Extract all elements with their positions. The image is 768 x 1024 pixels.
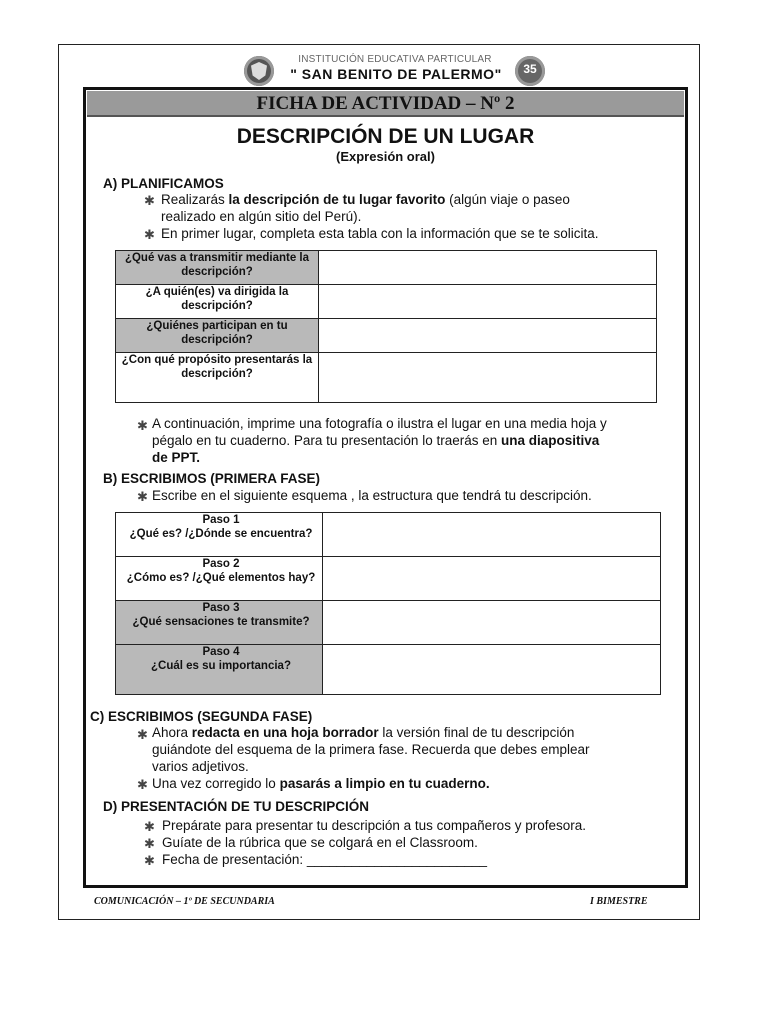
step-label: Paso 1: [202, 514, 240, 526]
section-d-bullet-2: Guíate de la rúbrica que se colgará en el Classroom.: [162, 835, 478, 850]
answer-cell[interactable]: [319, 319, 657, 353]
bullet-icon: ✱: [137, 777, 148, 792]
section-a-bullet-1-line2: realizado en algún sitio del Perú).: [161, 209, 362, 224]
step-question: ¿Cómo es? /¿Qué elementos hay?: [126, 572, 316, 584]
answer-cell[interactable]: [319, 251, 657, 285]
bullet-icon: ✱: [137, 489, 148, 504]
answer-cell[interactable]: [323, 645, 661, 695]
table-row: [116, 285, 657, 319]
bullet-icon: ✱: [144, 193, 155, 208]
section-b-heading: B) ESCRIBIMOS (PRIMERA FASE): [103, 471, 321, 486]
section-a-heading: A) PLANIFICAMOS: [103, 176, 224, 191]
planning-table: [115, 250, 657, 403]
section-a-bullet-2: En primer lugar, completa esta tabla con la información que se te solicita.: [161, 226, 599, 241]
section-c-bullet-1: Ahora redacta en una hoja borrador la versión final de tu descripción: [152, 725, 575, 740]
footer-course: COMUNICACIÓN – 1º DE SECUNDARIA: [94, 896, 275, 907]
institution-type: INSTITUCIÓN EDUCATIVA PARTICULAR: [298, 54, 492, 65]
section-d-bullet-1: Prepárate para presentar tu descripción a tus compañeros y profesora.: [162, 818, 586, 833]
bullet-icon: ✱: [137, 727, 148, 742]
bullet-icon: ✱: [144, 227, 155, 242]
section-a-bullet-3-line2: pégalo en tu cuaderno. Para tu presentación lo traerás en una diapositiva: [152, 433, 600, 448]
table-row: [116, 251, 657, 285]
bullet-icon: ✱: [144, 819, 155, 834]
planning-question: ¿Qué vas a transmitir mediante la descripción?: [116, 251, 319, 285]
section-d-heading: D) PRESENTACIÓN DE TU DESCRIPCIÓN: [103, 799, 370, 814]
step-label: Paso 4: [202, 646, 240, 658]
step-question: ¿Cuál es su importancia?: [151, 660, 291, 672]
table-row: [116, 601, 661, 645]
institution-name: " SAN BENITO DE PALERMO": [290, 66, 502, 82]
section-b-bullet-1: Escribe en el siguiente esquema , la estructura que tendrá tu descripción.: [152, 488, 592, 503]
planning-question: ¿Con qué propósito presentarás la descripción?: [116, 353, 319, 403]
sub-title: (Expresión oral): [336, 149, 435, 164]
step-cell: [116, 645, 323, 695]
section-c-heading: C) ESCRIBIMOS (SEGUNDA FASE): [90, 709, 313, 724]
step-question: ¿Qué sensaciones te transmite?: [132, 616, 310, 628]
table-row: [116, 645, 661, 695]
table-row: [116, 319, 657, 353]
step-question: ¿Qué es? /¿Dónde se encuentra?: [129, 528, 313, 540]
table-row: [116, 353, 657, 403]
table-row: [116, 513, 661, 557]
table-row: [116, 557, 661, 601]
planning-question: ¿Quiénes participan en tu descripción?: [116, 319, 319, 353]
main-title: DESCRIPCIÓN DE UN LUGAR: [236, 125, 535, 148]
section-a-bullet-3-line1: A continuación, imprime una fotografía o ilustra el lugar en una media hoja y: [152, 416, 607, 431]
section-c-bullet-1-line3: varios adjetivos.: [152, 759, 249, 774]
step-cell: [116, 557, 323, 601]
answer-cell[interactable]: [319, 353, 657, 403]
bullet-icon: ✱: [144, 853, 155, 868]
bullet-icon: ✱: [144, 836, 155, 851]
section-c-bullet-1-line2: guiándote del esquema de la primera fase. Recuerda que debes emplear: [152, 742, 590, 757]
anniversary-number: 35: [523, 62, 537, 76]
step-label: Paso 3: [202, 602, 240, 614]
bullet-icon: ✱: [137, 418, 148, 433]
section-c-bullet-2: Una vez corregido lo pasarás a limpio en tu cuaderno.: [152, 776, 490, 791]
answer-cell[interactable]: [319, 285, 657, 319]
answer-cell[interactable]: [323, 557, 661, 601]
section-d-bullet-3: Fecha de presentación: ________________________: [162, 852, 488, 867]
section-a-bullet-3-line3: de PPT.: [152, 450, 201, 465]
step-cell: [116, 601, 323, 645]
structure-table: [115, 512, 661, 695]
step-label: Paso 2: [202, 558, 240, 570]
step-cell: [116, 513, 323, 557]
worksheet-title-bar: [87, 91, 684, 117]
footer-term: I BIMESTRE: [590, 896, 648, 907]
planning-question: ¿A quién(es) va dirigida la descripción?: [116, 285, 319, 319]
answer-cell[interactable]: [323, 601, 661, 645]
worksheet-title: FICHA DE ACTIVIDAD – Nº 2: [256, 93, 515, 114]
anniversary-badge-logo: [515, 56, 545, 86]
section-a-bullet-1: Realizarás la descripción de tu lugar favorito (algún viaje o paseo: [161, 192, 570, 207]
school-crest-logo: [244, 56, 274, 86]
answer-cell[interactable]: [323, 513, 661, 557]
